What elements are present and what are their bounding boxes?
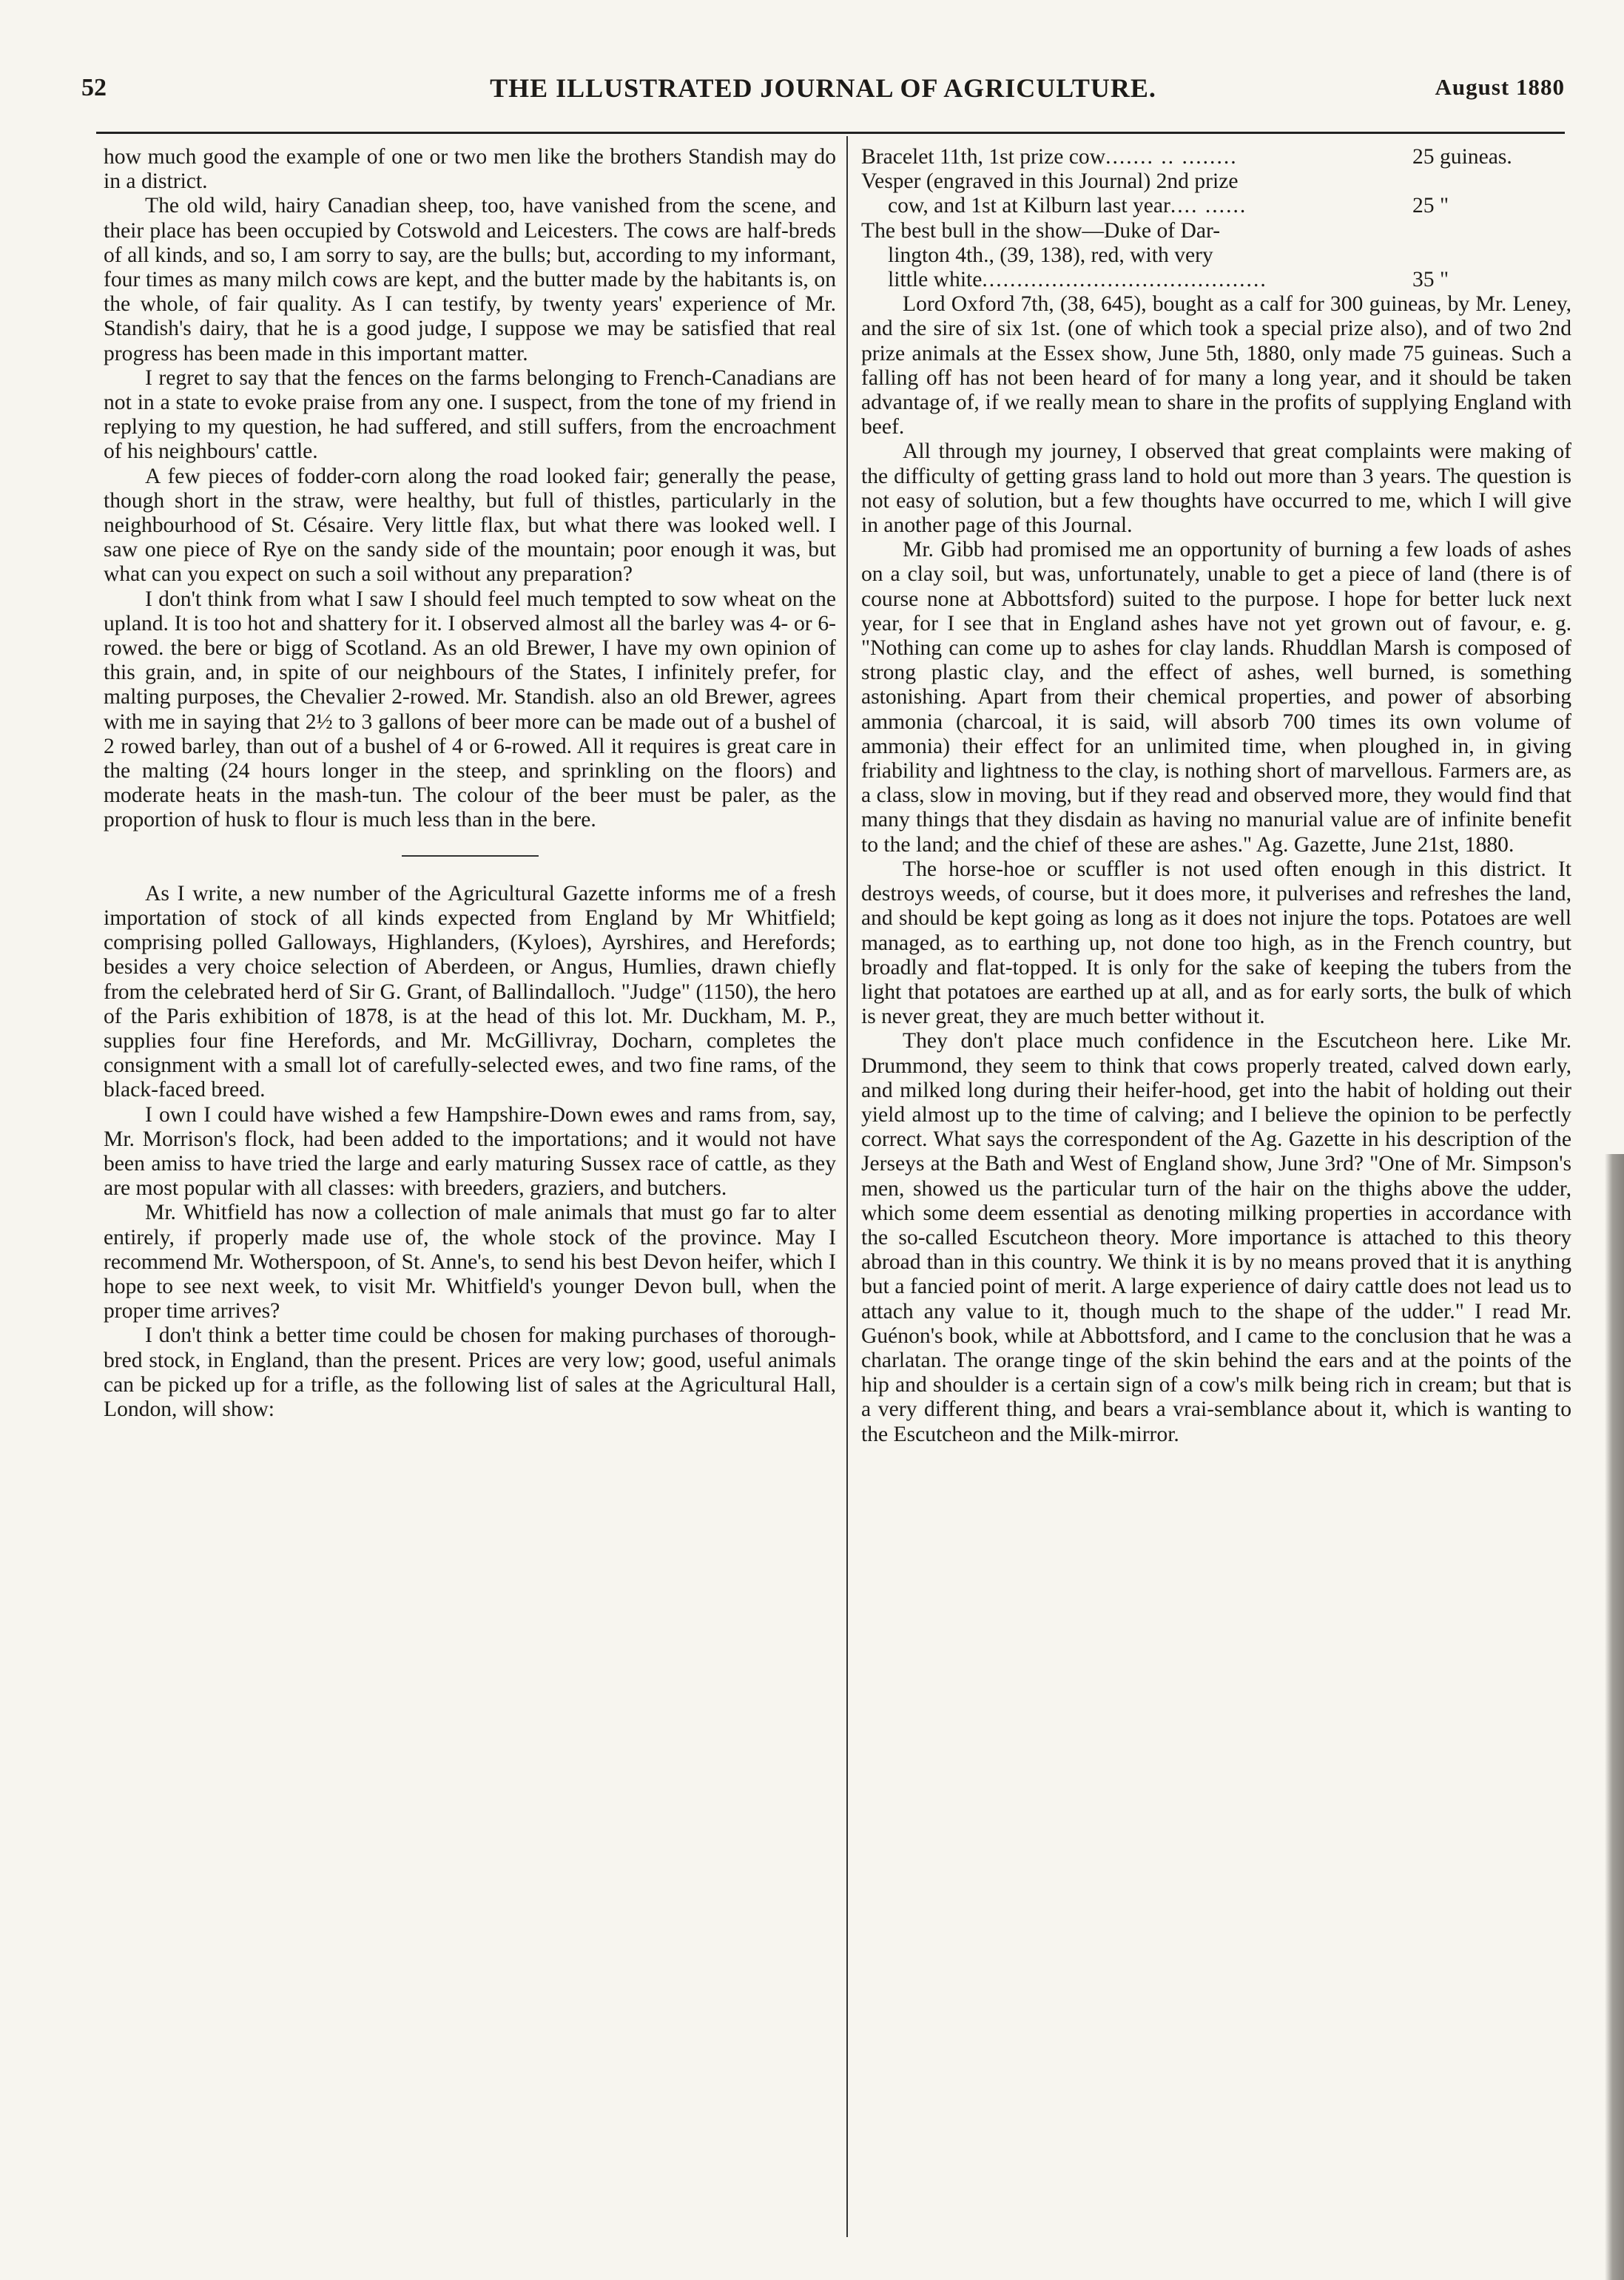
header-rule [96, 132, 1565, 134]
paragraph: Lord Oxford 7th, (38, 645), bought as a calf for 300 guineas, by Mr. Leney, and the sire of six 1st. (one of which took a special prize also), and of two 2nd prize animals at the Essex show, June 5th, 1880, only made 75 guineas. Such a falling off has not been heard of for many a long year, and it should be taken advantage of, if we really mean to share in the profits of supplying England with beef. [861, 292, 1571, 439]
paragraph: A few pieces of fodder-corn along the road looked fair; generally the pease, though short in the straw, were healthy, but full of thistles, particularly in the neighbourhood of St. Césaire. Very little flax, but what there was looked well. I saw one piece of Rye on the sandy side of the mountain; poor enough it was, but what can you expect on such a soil without any preparation? [104, 464, 836, 587]
journal-title: THE ILLUSTRATED JOURNAL OF AGRICULTURE. [490, 73, 1156, 103]
right-column [861, 145, 1571, 1447]
section-separator [402, 855, 539, 857]
sale-amount: 35 " [1412, 268, 1449, 292]
page-edge-shadow [1605, 1154, 1624, 2280]
sale-entry: The best bull in the show—Duke of Dar- [861, 218, 1221, 243]
paragraph: The horse-hoe or scuffler is not used often enough in this district. It destroys weeds, of course, but it does more, it pulverises and refreshes the land, and should be kept going as long as it does not injure the tops. Potatoes are well managed, as to earthing up, not done too high, as in the French country, but broadly and flat-topped. It is only for the sake of keeping the tubers from the light that potatoes are earthed up at all, and as for early sorts, the bulk of which is never great, they are much better without it. [861, 857, 1571, 1029]
sale-entry: Vesper (engraved in this Journal) 2nd prize [861, 169, 1239, 194]
paragraph: All through my journey, I observed that great complaints were making of the difficulty of getting grass land to hold out more than 3 years. The question is not easy of solution, but a few thoughts have occurred to me, which I will give in another page of this Journal. [861, 439, 1571, 538]
paragraph: how much good the example of one or two men like the brothers Standish may do in a district. [104, 145, 836, 194]
page-number: 52 [81, 74, 107, 101]
page-header [81, 68, 1565, 112]
left-column [104, 145, 836, 1422]
sales-list [861, 145, 1571, 292]
paragraph: I regret to say that the fences on the farms belonging to French-Canadians are not in a state to evoke praise from any one. I suspect, from the tone of my friend in replying to my question, he had suffered, and still suffers, from the encroachment of his neighbours' cattle. [104, 365, 836, 464]
sale-entry: Bracelet 11th, 1st prize cow ....... .. ........ 25 guineas. [861, 145, 1571, 169]
column-divider [846, 136, 848, 2237]
sale-entry-cont: little white ......................................... 35 " [861, 268, 1571, 292]
paragraph: The old wild, hairy Canadian sheep, too, have vanished from the scene, and their place has been occupied by Cotswold and Leicesters. The cows are half-breds of all kinds, and so, I am sorry to say, are the bulls; but, according to my informant, four times as many milch cows are kept, and the butter made by the habitants is, on the whole, of fair quality. As I can testify, by twenty years' experience of Mr. Standish's dairy, that he is a good judge, I suppose we may be satisfied that real progress has been made in this important matter. [104, 194, 836, 365]
paragraph: Mr. Whitfield has now a collection of male animals that must go far to alter entirely, if properly made use of, the whole stock of the province. May I recommend Mr. Wotherspoon, of St. Anne's, to send his best Devon heifer, which I hope to see next week, to visit Mr. Whitfield's younger Devon bull, when the proper time arrives? [104, 1201, 836, 1323]
sale-amount: 25 " [1412, 194, 1449, 218]
paragraph: I don't think a better time could be chosen for making purchases of thorough-bred stock, in England, than the present. Prices are very low; good, useful animals can be picked up for a trifle, as the following list of sales at the Agricultural Hall, London, will show: [104, 1323, 836, 1421]
sale-entry-cont: cow, and 1st at Kilburn last year .... ...... 25 " [861, 194, 1571, 218]
issue-date: August 1880 [1435, 74, 1565, 100]
sale-amount: 25 guineas. [1412, 145, 1512, 169]
paragraph: I don't think from what I saw I should feel much tempted to sow wheat on the upland. It is too hot and shattery for it. I observed almost all the barley was 4- or 6-rowed. the bere or bigg of Scotland. As an old Brewer, I have my own opinion of this grain, and, in spite of our neighbours of the States, I infinitely prefer, for malting purposes, the Chevalier 2-rowed. Mr. Standish. also an old Brewer, agrees with me in saying that 2½ to 3 gallons of beer more can be made out of a bushel of 2 rowed barley, than out of a bushel of 4 or 6-rowed. All it requires is great care in the malting (24 hours longer in the steep, and sprinkling on the floors) and moderate heats in the mash-tun. The colour of the beer must be paler, as the proportion of husk to flour is much less than in the bere. [104, 587, 836, 832]
paragraph: Mr. Gibb had promised me an opportunity of burning a few loads of ashes on a clay soil, but was, unfortunately, unable to get a piece of land (there is of course none at Abbottsford) suited to the purpose. I hope for better luck next year, for I see that in England ashes have not yet grown out of favour, e. g. "Nothing can come up to ashes for clay lands. Rhuddlan Marsh is composed of strong plastic clay, and the effect of ashes, well burned, is something astonishing. Apart from their chemical properties, and power of absorbing ammonia (charcoal, it is said, will absorb 700 times its own volume of ammonia) their effect for an unlimited time, when ploughed in, in giving friability and lightness to the clay, is nothing short of marvellous. Farmers are, as a class, slow in moving, but if they read and observed more, they would find that many things that they disdain as having no manurial value are of infinite benefit to the land; and the chief of these are ashes." Ag. Gazette, June 21st, 1880. [861, 538, 1571, 857]
paragraph: As I write, a new number of the Agricultural Gazette informs me of a fresh importation of stock of all kinds expected from England by Mr Whitfield; comprising polled Galloways, Highlanders, (Kyloes), Ayrshires, and Herefords; besides a very choice selection of Aberdeen, or Angus, Humlies, drawn chiefly from the celebrated herd of Sir G. Grant, of Ballindalloch. "Judge" (1150), the hero of the Paris exhibition of 1878, is at the head of this lot. Mr. Duckham, M. P., supplies four fine Herefords, and Mr. McGillivray, Docharn, completes the consignment with a small lot of carefully-selected ewes, and two fine rams, of the black-faced breed. [104, 881, 836, 1102]
sale-entry-cont: lington 4th., (39, 138), red, with very [888, 243, 1213, 267]
paragraph: They don't place much confidence in the Escutcheon here. Like Mr. Drummond, they seem to think that cows properly treated, calved down early, and milked long during their heifer-hood, get into the habit of holding out their yield almost up to the time of calving; and I believe the opinion to be perfectly correct. What says the correspondent of the Ag. Gazette in his description of the Jerseys at the Bath and West of England show, June 3rd? "One of Mr. Simpson's men, showed us the particular turn of the hair on the thighs above the udder, which some deem essential as denoting milking properties in accordance with the so-called Escutcheon theory. More importance is attached to this theory abroad than in this country. We think it is by no means proved that it is anything but a fancied point of merit. A large experience of dairy cattle does not lead us to attach any value to it, though much to the shape of the udder." I read Mr. Guénon's book, while at Abbottsford, and I came to the conclusion that he was a charlatan. The orange tinge of the skin behind the ears and at the points of the hip and shoulder is a certain sign of a cow's milk being rich in cream; but that is a very different thing, and bears a vrai-semblance about it, which is wanting to the Escutcheon and the Milk-mirror. [861, 1029, 1571, 1446]
paragraph: I own I could have wished a few Hampshire-Down ewes and rams from, say, Mr. Morrison's flock, had been added to the importations; and it would not have been amiss to have tried the large and early maturing Sussex race of cattle, as they are most popular with all classes: with breeders, graziers, and butchers. [104, 1102, 836, 1201]
